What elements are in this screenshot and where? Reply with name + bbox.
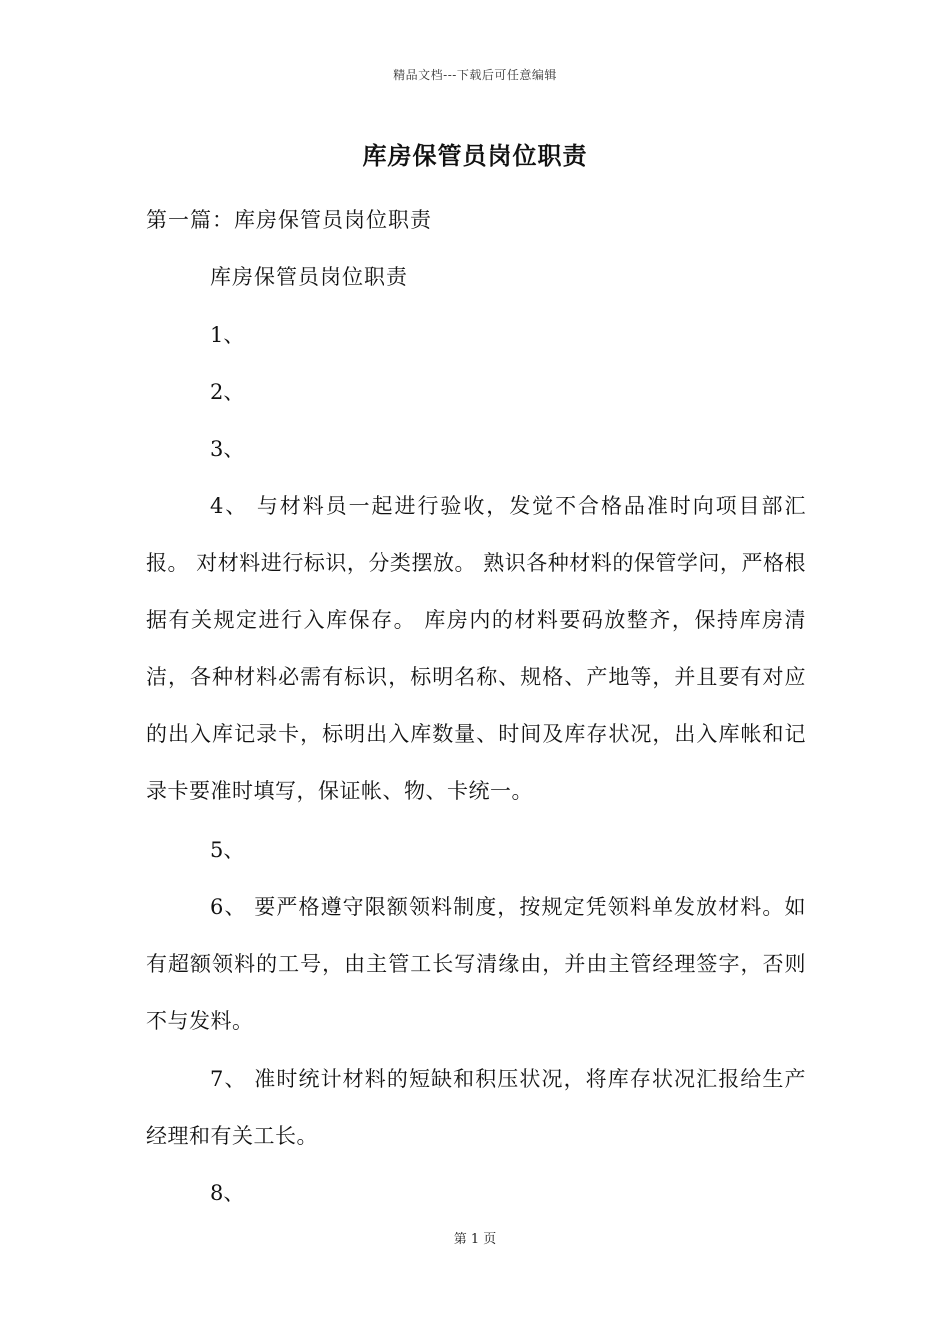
item-number-3: 3、 <box>210 437 245 461</box>
page-header: 精品文档---下载后可任意编辑 <box>393 68 557 82</box>
paragraph-item-6: 6、 要严格遵守限额领料制度，按规定凭领料单发放材料。如有超额领料的工号，由主管工长写清缘由，并由主管经理签字，否则不与发料。 <box>146 895 806 1033</box>
item-number-1: 1、 <box>210 323 245 347</box>
paragraph-item-7: 7、 准时统计材料的短缺和积压状况，将库存状况汇报给生产经理和有关工长。 <box>146 1067 806 1148</box>
item-number-2: 2、 <box>210 380 245 404</box>
sub-heading: 库房保管员岗位职责 <box>210 265 408 289</box>
item-number-8: 8、 <box>210 1181 245 1205</box>
paragraph-item-4: 4、 与材料员一起进行验收，发觉不合格品准时向项目部汇报。 对材料进行标识，分类摆放。 熟识各种材料的保管学问，严格根据有关规定进行入库保存。 库房内的材料要码放整齐，保持库房清洁，各种材料必需有标识，标明名称、规格、产地等，并且要有对应的出入库记录卡，标明出入库数量、时间及库存状况，出入库帐和记录卡要准时填写，保证帐、物、卡统一。 <box>146 494 806 803</box>
section-heading: 第一篇：库房保管员岗位职责 <box>146 208 432 232</box>
page-number: 第 1 页 <box>453 1232 497 1247</box>
item-number-5: 5、 <box>210 838 245 862</box>
document-title: 库房保管员岗位职责 <box>362 141 588 170</box>
